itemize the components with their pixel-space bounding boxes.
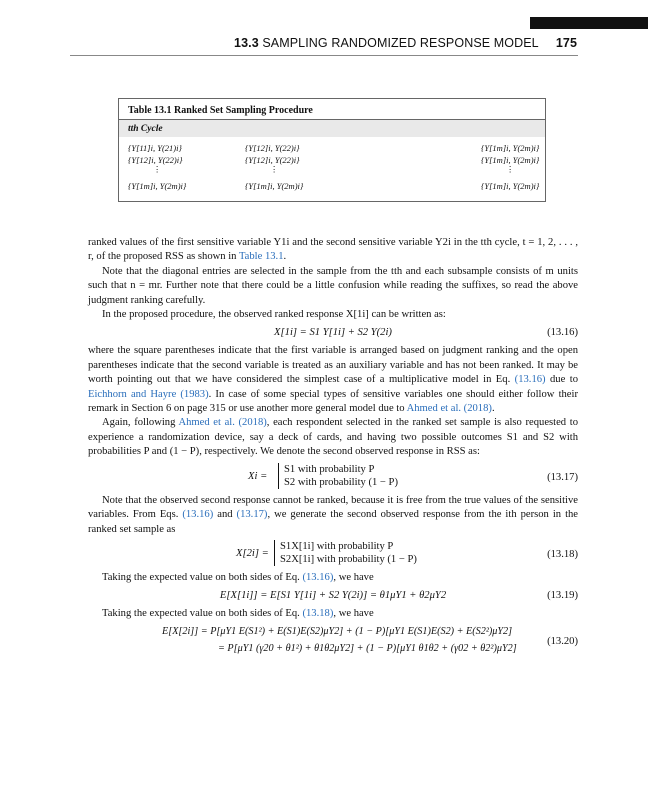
equation-link[interactable]: (13.16) <box>302 571 334 583</box>
paragraph: Taking the expected value on both sides of Eq. (13.16), we have <box>102 571 374 583</box>
table-caption: Table 13.1 Ranked Set Sampling Procedure <box>128 105 313 116</box>
table-cell: {Y[1m]i, Y(2m)i} <box>481 155 540 165</box>
equation: X[1i] = S1 Y[1i] + S2 Y(2i) <box>274 327 392 339</box>
citation-link[interactable]: Ahmed et al. (2018) <box>178 417 267 429</box>
table-cell: ⋮ <box>269 164 279 174</box>
cycle-label: tth Cycle <box>128 124 163 134</box>
table-link[interactable]: Table 13.1 <box>238 251 284 263</box>
paragraph: Taking the expected value on both sides of Eq. (13.18), we have <box>102 608 374 620</box>
table-cell: ⋮ <box>505 164 515 174</box>
equation-13-18 <box>88 537 578 571</box>
paragraph: Again, following Ahmed et al. (2018), each respondent selected in the ranked set sample is also requested to experience a randomization device, say a deck of cards, and having two possible outcomes S1 and S2 with probabilities P and (1 − P), respectively. We denote the second observed response in RSS as: <box>88 417 578 458</box>
paragraph: where the square parentheses indicate that the first variable is arranged based on judgment ranking and the open parentheses indicate that the second variable is treated as an auxiliary variable and has not been ranked. It may be worth pointing out that we have considered the simplest case of a multiplicative model in Eq. (13.16) due to Eichhorn and Hayre (1983). In case of some special types of sensitive variables one should either follow their remark in Section 6 on page 315 or use another more general model due to Ahmed et al. (2018). <box>88 345 578 415</box>
page-number: 175 <box>555 36 577 50</box>
equation-cases <box>278 463 398 489</box>
body-text <box>88 236 578 666</box>
equation-lhs: Xi = <box>248 470 268 482</box>
header-rule <box>70 55 578 56</box>
table-cell: {Y[1m]i, Y(2m)i} <box>245 181 304 191</box>
paragraph: Note that the diagonal entries are selected in the sample from the tth and each subsample consists of m units such that n = mr. Further note that there could be a little confusion while reading the suffixes, so read the above judgment ranking carefully. <box>88 265 578 306</box>
case-line: S1 with probability P <box>284 463 375 475</box>
table-cell: {Y[12]i, Y(22)i} <box>245 155 300 165</box>
equation-line: = P[μY1 (γ20 + θ1²) + θ1θ2μY2] + (1 − P)[μY1 θ1θ2 + (γ02 + θ2²)μY2] <box>218 642 517 654</box>
equation-number: (13.20) <box>547 635 578 647</box>
section-title: SAMPLING RANDOMIZED RESPONSE MODEL <box>262 36 539 50</box>
table-13-1 <box>118 98 546 202</box>
table-cell: {Y[12]i, Y(22)i} <box>245 143 300 153</box>
paragraph: Note that the observed second response cannot be ranked, because it is free from the true values of the sensitive variables. From Eqs. (13.16) and (13.17), we generate the second observed response from the ith person in the ranked set sample as <box>88 494 579 535</box>
table-cell: {Y[1m]i, Y(2m)i} <box>481 143 540 153</box>
equation-number: (13.16) <box>547 327 578 339</box>
equation-13-17 <box>88 460 578 494</box>
equation-link[interactable]: (13.16) <box>514 374 546 386</box>
table-header-band <box>119 120 545 137</box>
table-column <box>128 142 186 192</box>
equation-number: (13.19) <box>547 590 578 602</box>
table-column <box>245 142 303 192</box>
equation-link[interactable]: (13.18) <box>302 608 334 620</box>
table-cell: {Y[1m]i, Y(2m)i} <box>128 181 187 191</box>
equation-number: (13.17) <box>547 471 578 483</box>
table-cell: ⋮ <box>152 164 162 174</box>
equation-link[interactable]: (13.16) <box>182 509 214 521</box>
header-bar <box>530 17 648 29</box>
paragraph: In the proposed procedure, the observed ranked response X[1i] can be written as: <box>102 309 446 321</box>
citation-link[interactable]: Ahmed et al. (2018) <box>406 403 492 415</box>
citation-link[interactable]: Eichhorn and Hayre (1983) <box>88 388 209 400</box>
case-line: S1X[1i] with probability P <box>280 540 394 552</box>
table-cell: {Y[12]i, Y(22)i} <box>128 155 183 165</box>
equation-13-20 <box>88 622 578 666</box>
equation-13-19 <box>88 585 578 607</box>
equation-cases <box>274 540 417 566</box>
equation-link[interactable]: (13.17) <box>236 509 268 521</box>
equation-lhs: X[2i] = <box>236 547 269 559</box>
equation-line: E[X[2i]] = P[μY1 E(S1²) + E(S1)E(S2)μY2] + (1 − P)[μY1 E(S1)E(S2) + E(S2²)μY2] <box>162 625 513 637</box>
equation-number: (13.18) <box>547 548 578 560</box>
section-number: 13.3 <box>234 36 259 50</box>
table-cell: {Y[1m]i, Y(2m)i} <box>481 181 540 191</box>
paragraph: ranked values of the first sensitive variable Y1i and the second sensitive variable Y2i in the tth cycle, t = 1, 2, . . . , r, of the proposed RSS as shown in Table 13.1. <box>88 237 578 263</box>
case-line: S2X[1i] with probability (1 − P) <box>280 553 417 565</box>
table-cell: {Y[11]i, Y(21)i} <box>128 143 182 153</box>
equation-13-16 <box>88 322 578 344</box>
case-line: S2 with probability (1 − P) <box>284 476 398 488</box>
equation: E[X[1i]] = E[S1 Y[1i] + S2 Y(2i)] = θ1μY1 + θ2μY2 <box>219 590 447 602</box>
running-head <box>0 36 577 50</box>
table-column <box>481 142 539 192</box>
